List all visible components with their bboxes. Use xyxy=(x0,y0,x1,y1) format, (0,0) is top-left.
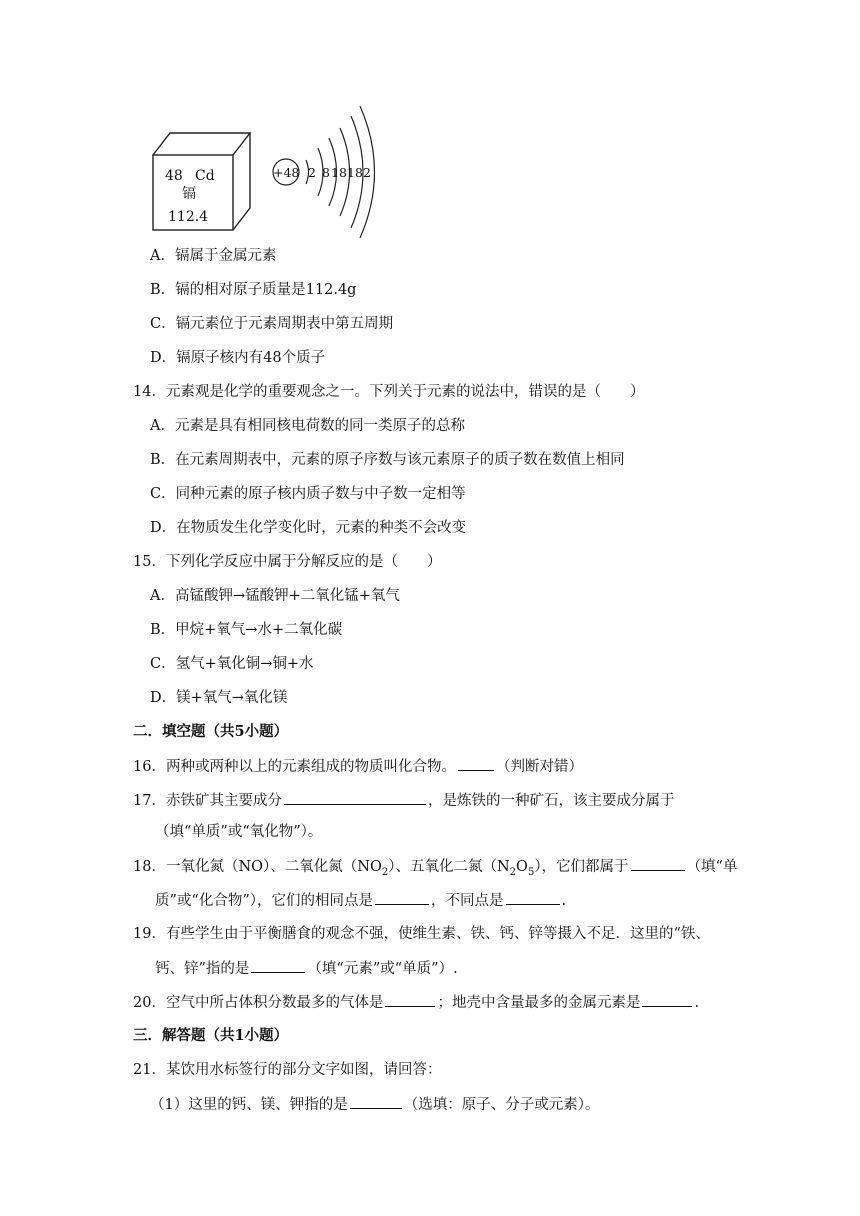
q19-line-2 xyxy=(155,958,458,979)
q18-text-d: ），它们都属于 xyxy=(534,859,629,875)
q15-option-c: C．氢气+氧化铜→铜+水 xyxy=(150,656,314,672)
q18-text-c: O xyxy=(516,859,528,875)
shell-3-count: 18 xyxy=(331,165,347,180)
q18-line-2 xyxy=(155,890,566,911)
q16-text: 16．两种或两种以上的元素组成的物质叫化合物。 xyxy=(133,759,456,775)
q20-blank-2[interactable] xyxy=(642,992,692,1007)
q13-option-c: C．镉元素位于元素周期表中第五周期 xyxy=(150,316,394,332)
q21-sub-1-text-b: （选填：原子、分子或元素）。 xyxy=(403,1097,600,1113)
q18-blank-3[interactable] xyxy=(506,890,560,905)
q19-text-c: （填“元素”或“单质”）. xyxy=(307,961,458,977)
q20-text-a: 20．空气中所占体积分数最多的气体是 xyxy=(133,995,384,1011)
q14-option-c: C．同种元素的原子核内质子数与中子数一定相等 xyxy=(150,486,466,502)
q14-option-d: D．在物质发生化学变化时，元素的种类不会改变 xyxy=(150,520,467,536)
q13-option-b: B．镉的相对原子质量是112.4g xyxy=(150,282,357,298)
q21-sub-1 xyxy=(150,1094,599,1115)
q19-blank[interactable] xyxy=(251,958,305,973)
q17-line-1 xyxy=(133,790,674,811)
q17-text-a: 17．赤铁矿其主要成分 xyxy=(133,793,282,809)
cadmium-figure xyxy=(148,100,388,240)
q19-text-b: 钙、锌”指的是 xyxy=(155,961,250,977)
atomic-number: 48 xyxy=(165,168,183,184)
q15-option-d: D．镁+氧气→氧化镁 xyxy=(150,690,288,706)
q18-text-b: ）、五氧化二氮（N xyxy=(388,859,510,875)
q20-blank-1[interactable] xyxy=(385,992,435,1007)
atomic-mass: 112.4 xyxy=(168,209,209,225)
q13-option-a: A．镉属于金属元素 xyxy=(150,248,277,264)
q14-stem: 14．元素观是化学的重要观念之一。下列关于元素的说法中，错误的是（ ） xyxy=(133,384,645,400)
nucleus-charge: +48 xyxy=(273,165,300,180)
q18-text-e: （填“单 xyxy=(686,859,738,875)
q18-line-1 xyxy=(133,856,737,883)
q20-text-b: ；地壳中含量最多的金属元素是 xyxy=(437,995,641,1011)
q13-option-d: D．镉原子核内有48个质子 xyxy=(150,350,326,366)
shell-1-count: 2 xyxy=(308,165,316,180)
shell-4-count: 18 xyxy=(347,165,363,180)
element-name: 镉 xyxy=(182,186,196,202)
q18-sub-a: 2 xyxy=(381,866,389,878)
q17-line-2: （填“单质”或“氧化物”）。 xyxy=(155,824,323,840)
q18-blank-1[interactable] xyxy=(631,856,685,871)
q16-hint: （判断对错） xyxy=(495,759,583,775)
q15-stem: 15．下列化学反应中属于分解反应的是（ ） xyxy=(133,554,442,570)
q20 xyxy=(133,992,699,1013)
q18-blank-2[interactable] xyxy=(375,890,429,905)
q16 xyxy=(133,756,583,777)
q21-stem: 21．某饮用水标签行的部分文字如图，请回答： xyxy=(133,1062,442,1078)
element-symbol: Cd xyxy=(195,168,215,184)
q14-option-a: A．元素是具有相同核电荷数的同一类原子的总称 xyxy=(150,418,465,434)
q18-text-a: 18．一氧化氮（NO）、二氧化氮（NO xyxy=(133,859,382,875)
q15-option-a: A．高锰酸钾→锰酸钾+二氧化锰+氧气 xyxy=(150,588,400,604)
q17-blank-1[interactable] xyxy=(284,790,426,805)
q19-line-1: 19．有些学生由于平衡膳食的观念不强，使维生素、铁、钙、锌等摄入不足．这里的“铁、 xyxy=(133,926,710,942)
q18-text-g: ，不同点是 xyxy=(431,893,504,909)
q16-answer-blank[interactable] xyxy=(458,756,494,771)
q20-text-c: . xyxy=(694,995,700,1011)
q18-text-f: 质”或“化合物”），它们的相同点是 xyxy=(155,893,373,909)
q14-option-b: B．在元素周期表中，元素的原子序数与该元素原子的质子数在数值上相同 xyxy=(150,452,625,468)
shell-2-count: 8 xyxy=(322,165,330,180)
q18-sub-b: 2 xyxy=(509,866,517,878)
shell-5-count: 2 xyxy=(363,165,371,180)
q17-text-b: ，是炼铁的一种矿石，该主要成分属于 xyxy=(427,793,675,809)
q15-option-b: B．甲烷+氧气→水+二氧化碳 xyxy=(150,622,343,638)
section-2-heading: 二．填空题（共5小题） xyxy=(133,723,289,740)
q21-sub-1-text-a: （1）这里的钙、镁、钾指的是 xyxy=(150,1097,348,1113)
q21-blank-1[interactable] xyxy=(350,1094,402,1109)
q18-sub-c: 5 xyxy=(527,866,535,878)
q18-text-h: . xyxy=(561,893,567,909)
section-3-heading: 三．解答题（共1小题） xyxy=(133,1027,289,1044)
